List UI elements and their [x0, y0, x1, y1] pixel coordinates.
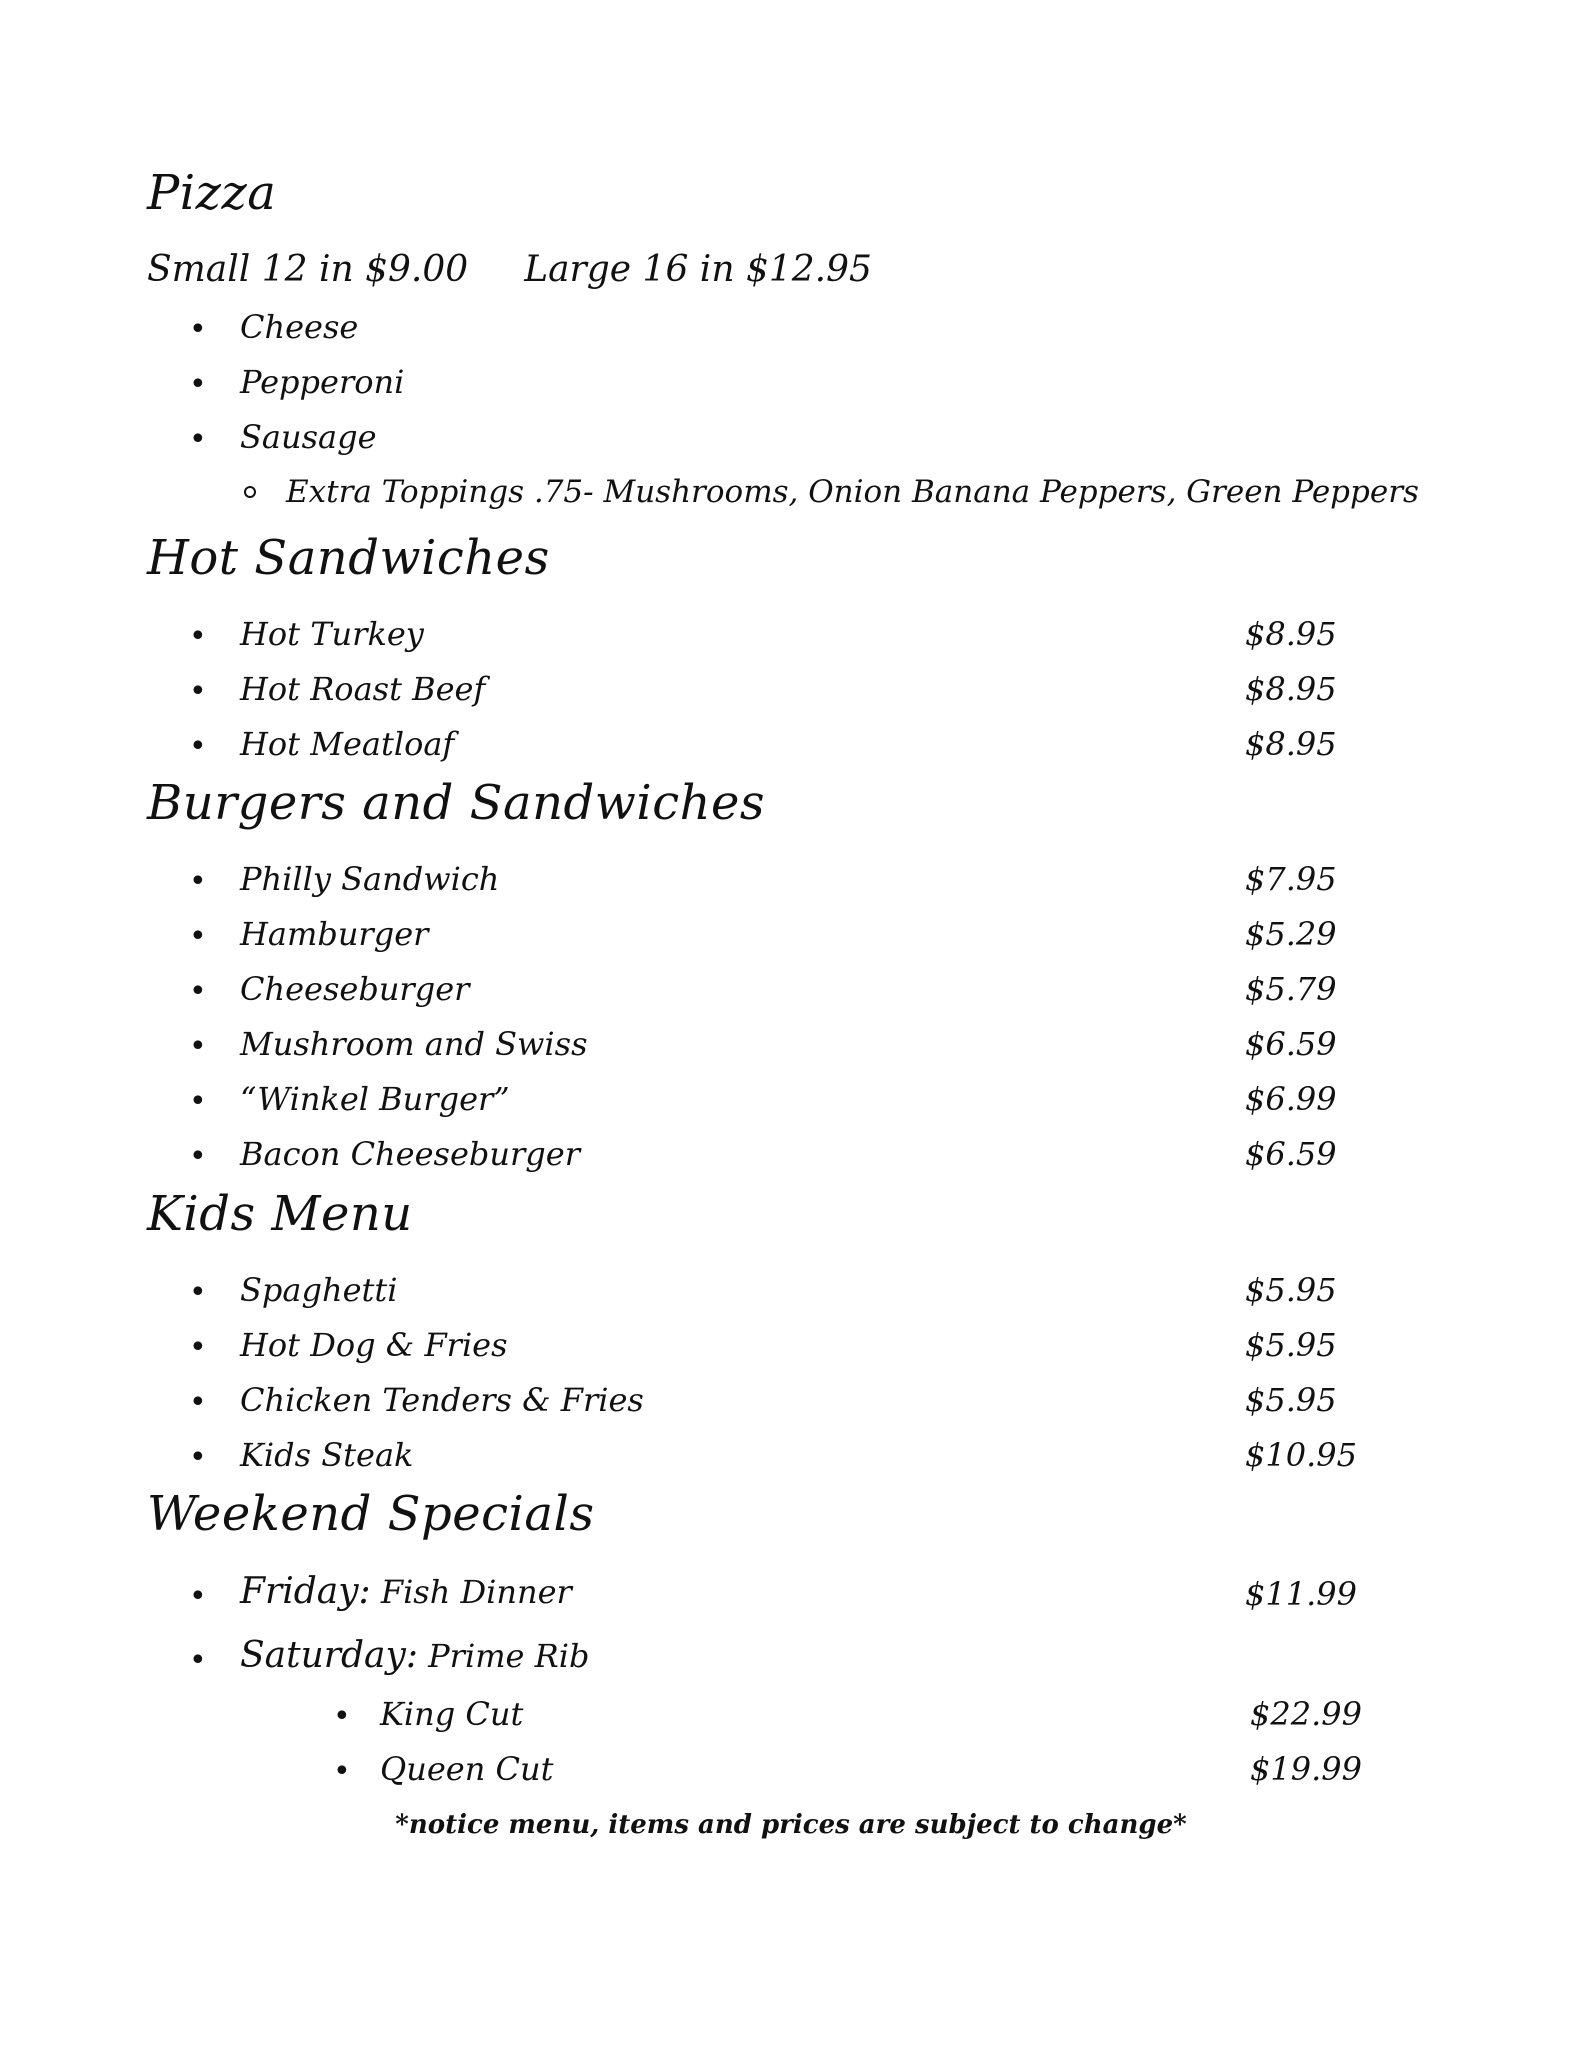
menu-item-price: $6.59 — [1245, 1135, 1337, 1173]
burgers-heading: Burgers and Sandwiches — [147, 775, 766, 831]
menu-item-price: $19.99 — [1250, 1750, 1362, 1788]
bullet-icon: • — [189, 864, 207, 899]
bullet-icon: • — [189, 1385, 207, 1420]
pizza-heading: Pizza — [147, 165, 277, 221]
bullet-icon: • — [189, 974, 207, 1009]
bullet-icon: • — [189, 619, 207, 654]
menu-item-name: Chicken Tenders & Fries — [240, 1381, 644, 1419]
saturday-label: Saturday: — [240, 1635, 418, 1676]
bullet-icon: • — [189, 1275, 207, 1310]
menu-item-price: $5.95 — [1245, 1381, 1337, 1419]
menu-item-name: Spaghetti — [240, 1271, 398, 1309]
pizza-item-cheese: Cheese — [240, 308, 359, 346]
pizza-size-large: Large 16 in $12.95 — [524, 249, 872, 290]
menu-item-name: Hot Roast Beef — [240, 670, 486, 708]
hot-sandwiches-heading: Hot Sandwiches — [147, 530, 550, 586]
menu-item-price: $5.95 — [1245, 1271, 1337, 1309]
menu-item-price: $22.99 — [1250, 1695, 1362, 1733]
menu-item-price: $6.99 — [1245, 1080, 1337, 1118]
menu-item-name: Hot Meatloaf — [240, 725, 455, 763]
bullet-icon: • — [189, 674, 207, 709]
menu-item-name: Hamburger — [240, 915, 429, 953]
bullet-icon: • — [189, 367, 207, 402]
bullet-icon: • — [189, 1330, 207, 1365]
price-notice: *notice menu, items and prices are subject to change* — [395, 1810, 1187, 1840]
pizza-item-pepperoni: Pepperoni — [240, 363, 405, 401]
bullet-icon: • — [333, 1699, 351, 1734]
menu-item-price: $8.95 — [1245, 670, 1337, 708]
menu-item-name: Mushroom and Swiss — [240, 1025, 588, 1063]
menu-item-price: $5.29 — [1245, 915, 1337, 953]
bullet-icon: • — [189, 1139, 207, 1174]
menu-item-name: Kids Steak — [240, 1436, 414, 1474]
menu-item-price: $7.95 — [1245, 860, 1337, 898]
menu-item-name: Philly Sandwich — [240, 860, 500, 898]
bullet-icon: • — [333, 1754, 351, 1789]
pizza-size-small: Small 12 in $9.00 — [147, 249, 469, 290]
menu-item-name: King Cut — [380, 1695, 524, 1733]
menu-item-name: Hot Turkey — [240, 615, 424, 653]
bullet-icon: • — [189, 1084, 207, 1119]
bullet-icon: • — [189, 422, 207, 457]
menu-item-price: $5.95 — [1245, 1326, 1337, 1364]
pizza-item-sausage: Sausage — [240, 418, 377, 456]
bullet-icon: • — [189, 1029, 207, 1064]
menu-item-name: Bacon Cheeseburger — [240, 1135, 580, 1173]
friday-price: $11.99 — [1245, 1575, 1357, 1613]
bullet-icon: • — [189, 1440, 207, 1475]
weekend-specials-heading: Weekend Specials — [147, 1486, 595, 1542]
menu-item-name: Queen Cut — [380, 1750, 554, 1788]
menu-item-price: $6.59 — [1245, 1025, 1337, 1063]
menu-item-name: “Winkel Burger” — [240, 1080, 510, 1118]
kids-menu-heading: Kids Menu — [147, 1186, 413, 1242]
bullet-icon: • — [189, 1643, 207, 1678]
circle-bullet-icon — [244, 486, 256, 498]
friday-dish: Fish Dinner — [380, 1573, 572, 1611]
menu-item-price: $8.95 — [1245, 615, 1337, 653]
menu-item-price: $5.79 — [1245, 970, 1337, 1008]
pizza-extra-toppings: Extra Toppings .75- Mushrooms, Onion Banana Peppers, Green Peppers — [286, 474, 1419, 510]
bullet-icon: • — [189, 919, 207, 954]
saturday-dish: Prime Rib — [428, 1637, 590, 1675]
menu-item-name: Hot Dog & Fries — [240, 1326, 508, 1364]
menu-item-price: $8.95 — [1245, 725, 1337, 763]
menu-item-price: $10.95 — [1245, 1436, 1357, 1474]
friday-label: Friday: — [240, 1571, 371, 1612]
saturday-special — [240, 1636, 589, 1676]
bullet-icon: • — [189, 312, 207, 347]
bullet-icon: • — [189, 729, 207, 764]
bullet-icon: • — [189, 1579, 207, 1614]
menu-item-name: Cheeseburger — [240, 970, 470, 1008]
pizza-sizes — [147, 248, 872, 292]
friday-special — [240, 1572, 572, 1612]
